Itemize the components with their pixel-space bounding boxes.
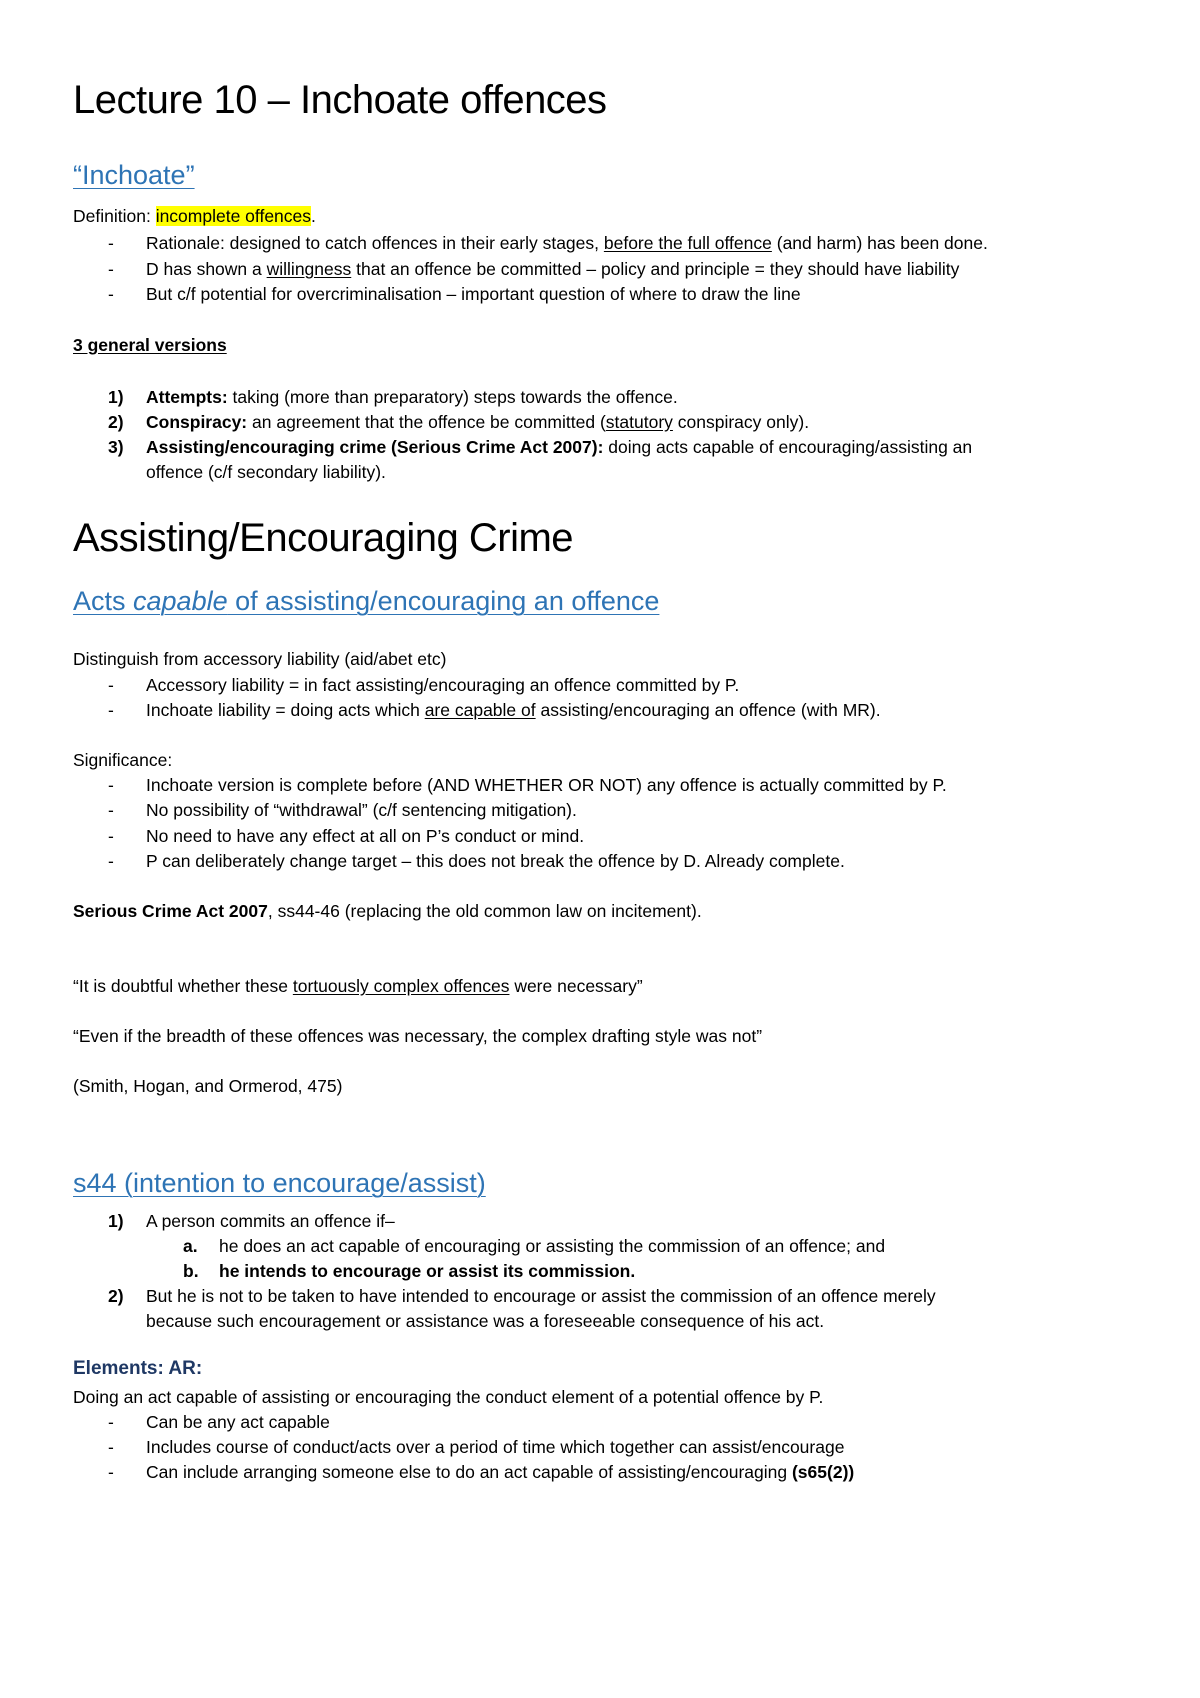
acts-capable-heading: Acts capable of assisting/encouraging an offence [73, 586, 660, 616]
quote-citation: (Smith, Hogan, and Ormerod, 475) [73, 1076, 343, 1096]
elements-heading: Elements: AR: [73, 1358, 203, 1379]
elements-intro: Doing an act capable of assisting or encouraging the conduct element of a potential offence by P. [73, 1387, 824, 1407]
definition-tail: . [311, 206, 316, 226]
sca-line: Serious Crime Act 2007, ss44-46 (replacing the old common law on incitement). [73, 901, 702, 921]
inchoate-heading: “Inchoate” [73, 160, 195, 190]
distinguish-intro: Distinguish from accessory liability (aid/abet etc) [73, 649, 447, 669]
quote-2: “Even if the breadth of these offences was necessary, the complex drafting style was not” [73, 1026, 763, 1046]
significance-intro: Significance: [73, 750, 173, 770]
definition-highlight: incomplete offences [155, 206, 312, 226]
section-title-assisting: Assisting/Encouraging Crime [73, 516, 574, 560]
s44-heading: s44 (intention to encourage/assist) [73, 1168, 486, 1198]
quote-1: “It is doubtful whether these tortuously complex offences were necessary” [73, 976, 643, 996]
definition-line [73, 205, 316, 227]
page-title: Lecture 10 – Inchoate offences [73, 78, 607, 122]
versions-heading: 3 general versions [73, 335, 227, 355]
definition-label: Definition: [73, 206, 156, 226]
